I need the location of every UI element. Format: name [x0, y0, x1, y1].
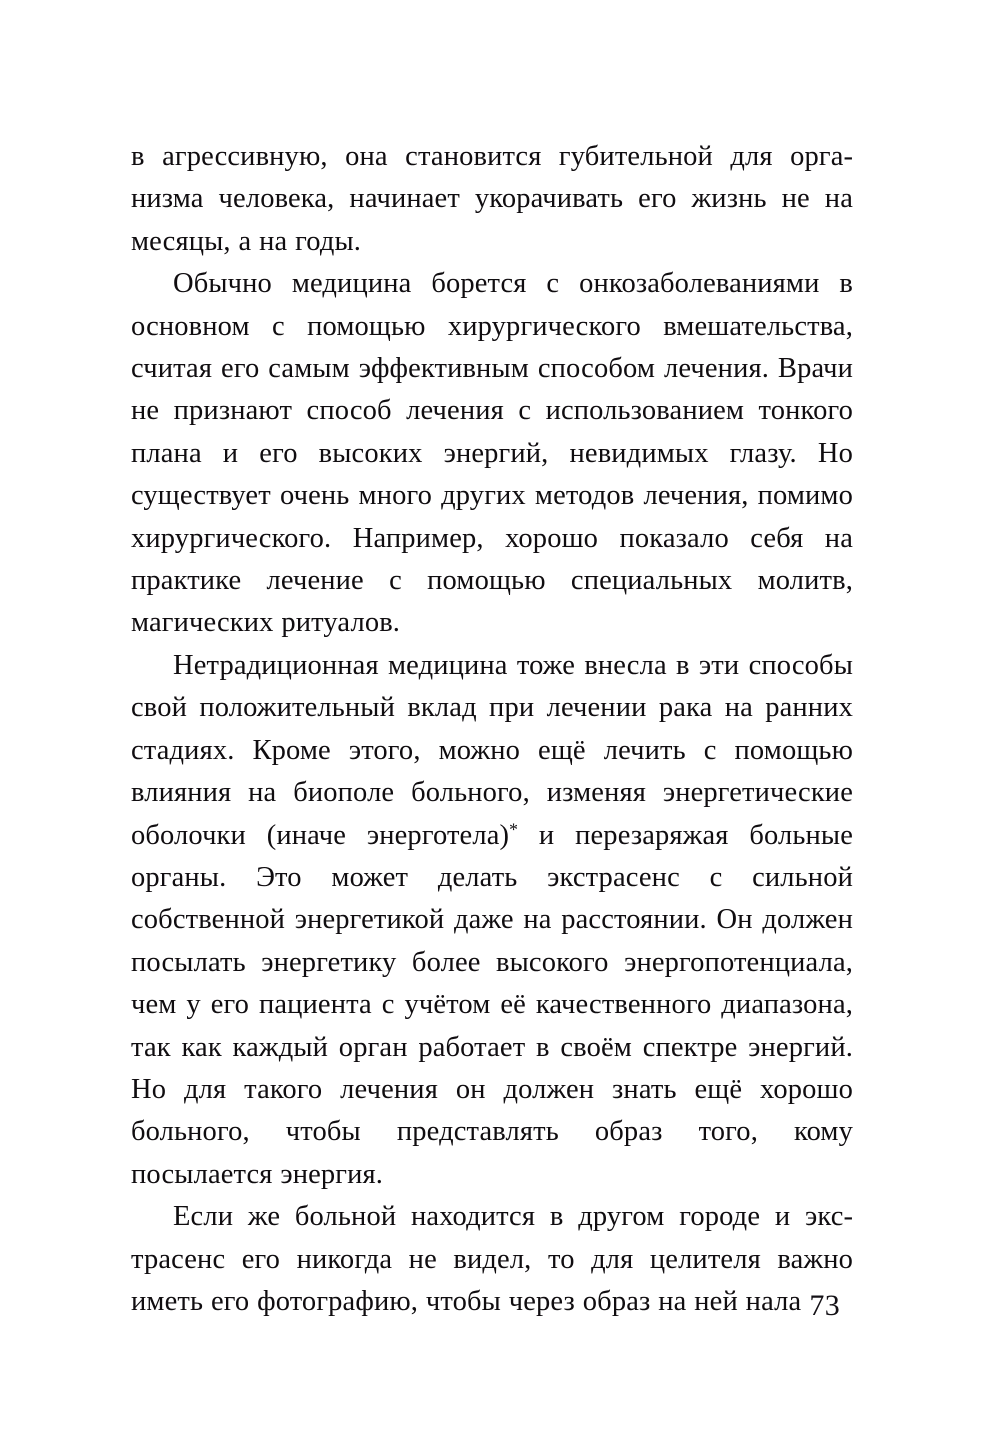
paragraph-alternative-medicine: [131, 645, 853, 1196]
paragraph-continued: в агрессивную, она становится губительной для организма человека, начинает укорачивать его жизнь не на месяцы, а на годы.: [131, 141, 853, 257]
page-text-block: [131, 136, 853, 1323]
footnote-marker: *: [509, 819, 519, 840]
paragraph-remote-patient: Если же больной находится в другом городе и экстрасенс его никогда не видел, то для целителя важно иметь его фотографию, чтобы через образ на ней нала: [131, 1201, 853, 1317]
page-number: 73: [809, 1289, 840, 1322]
paragraph-text-before-footnote: Нетрадиционная медицина тоже внесла в эти способы свой положительный вклад при лечении рака на ранних стадиях. Кроме этого, можно ещё лечить с помощью влияния на биополе больного, изменяя энергетические оболочки (иначе энерготела): [131, 649, 853, 851]
paragraph-text-after-footnote: и перезаряжая больные органы. Это может делать экстрасенс с сильной собственной энергетикой даже на расстоянии. Он должен посылать энергетику более высокого энергопотенциала, чем у его пациента с учётом её качественного диапазона, так как каждый орган работает в своём спектре энергий. Но для такого лечения он должен знать ещё хорошо больного, чтобы представлять образ того, кому посылается энергия.: [131, 819, 853, 1190]
paragraph-conventional-medicine: Обычно медицина борется с онкозаболеваниями в основном с помощью хирургического вмешательства, считая его самым эффективным способом лечения. Врачи не признают способ лечения с использованием тонкого плана и его высоких энергий, невидимых глазу. Но существует очень много других методов лечения, помимо хирургического. Например, хорошо показало себя на практике лечение с помощью специальных молитв, магических ритуалов.: [131, 268, 853, 639]
